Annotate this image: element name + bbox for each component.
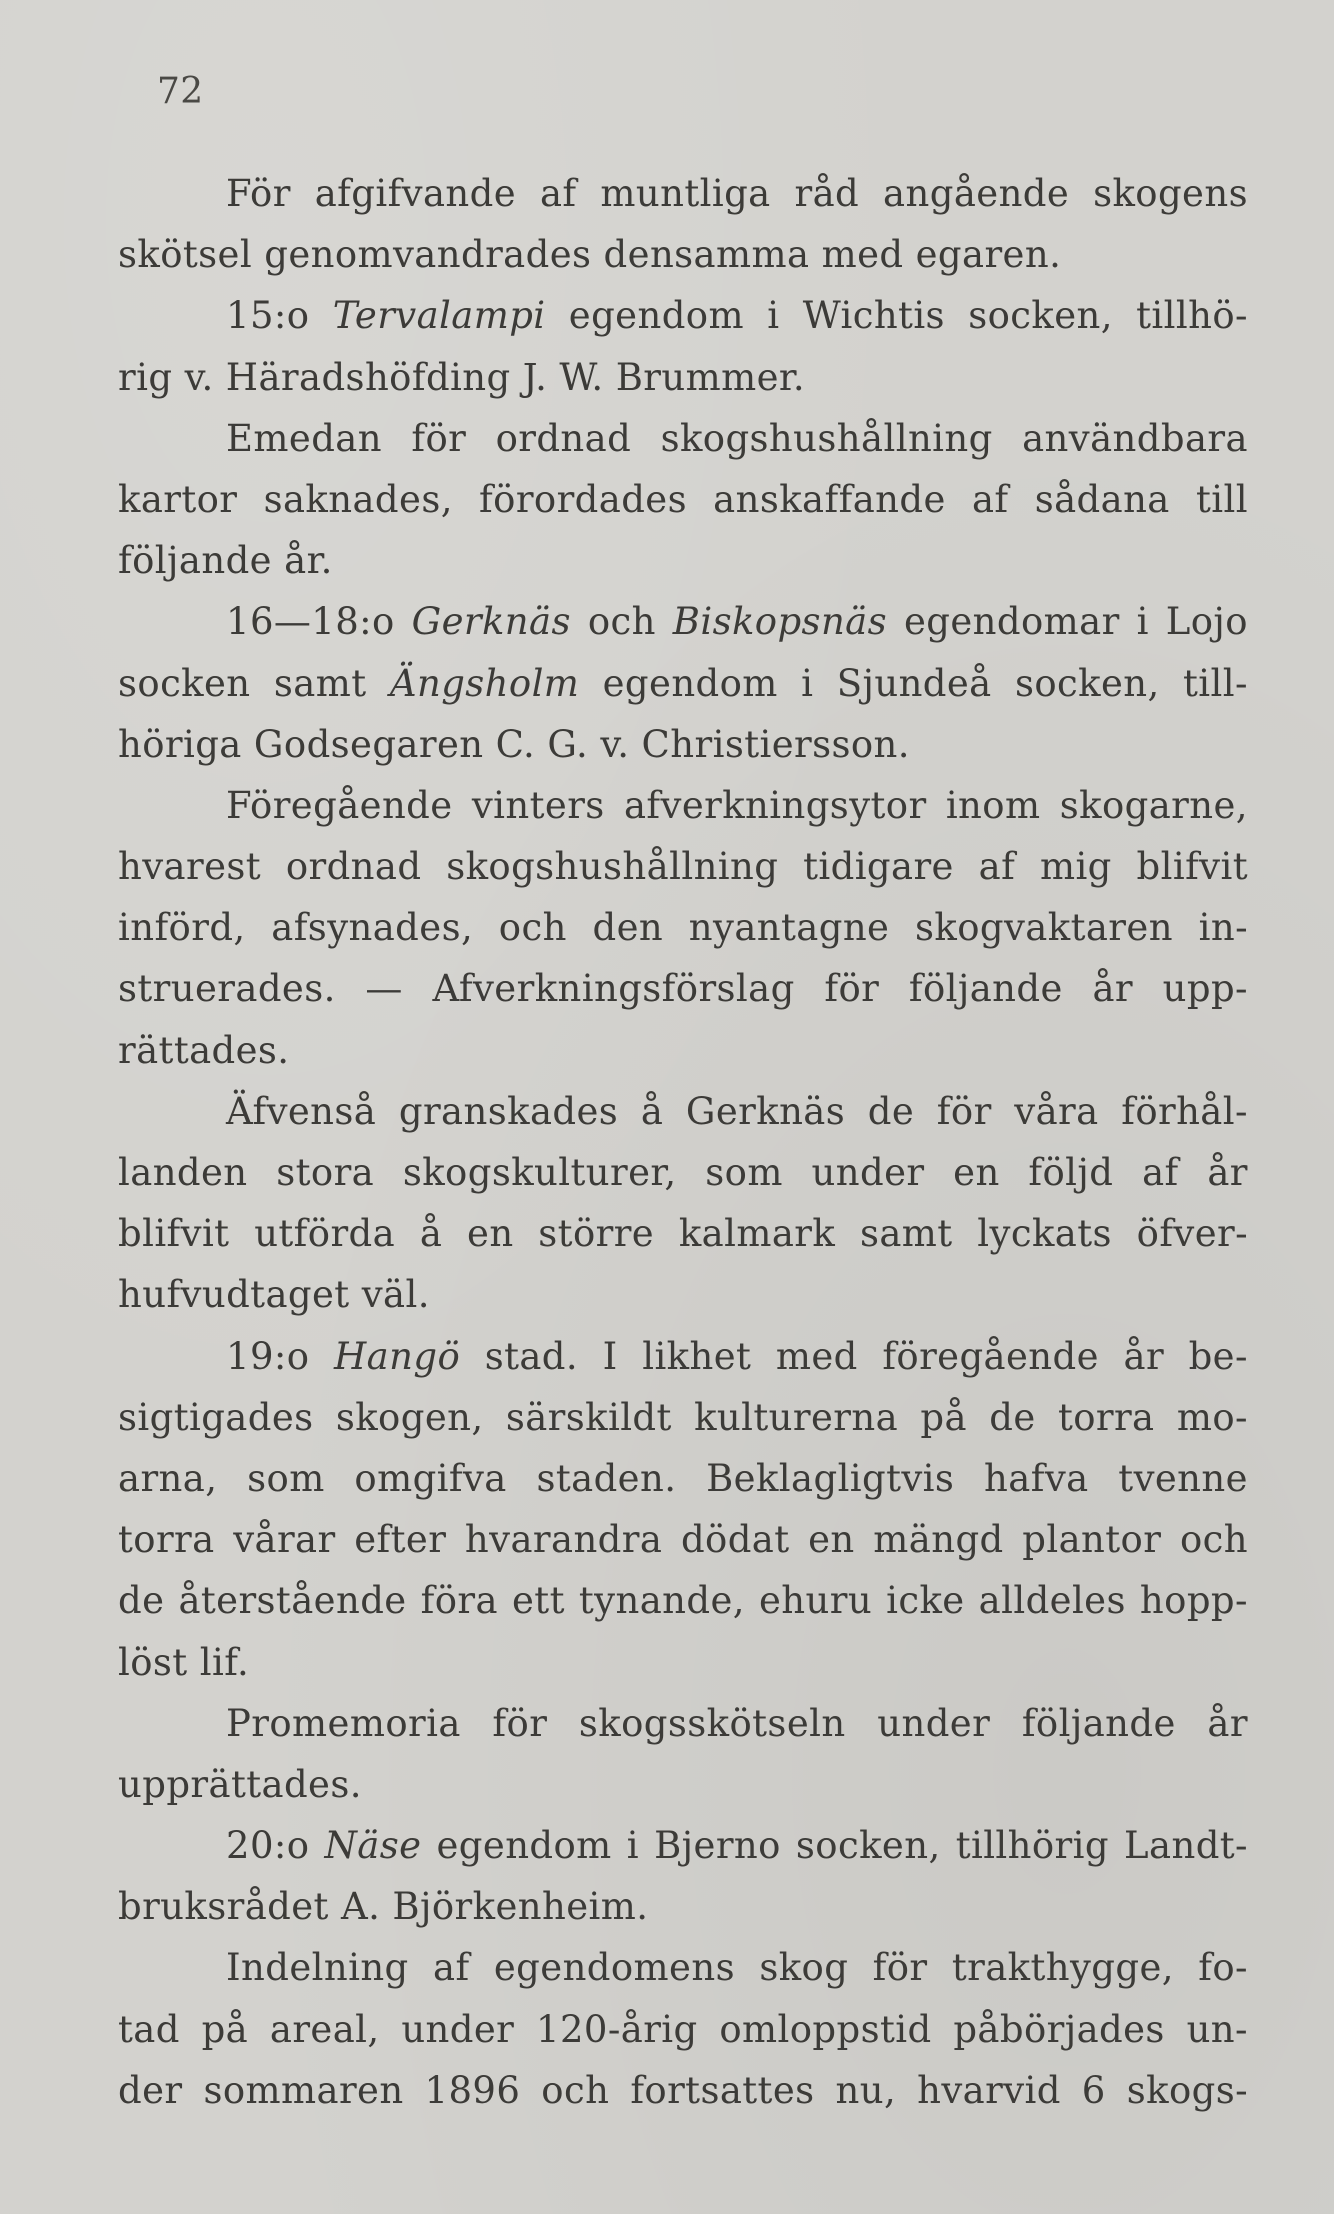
text-line: 16—18:o Gerknäs och Biskopsnäs egendomar i Lojo	[118, 591, 1248, 652]
text-segment: följande år.	[118, 539, 333, 583]
text-line: der sommaren 1896 och fortsattes nu, hvarvid 6 skogs-	[118, 2068, 1248, 2112]
text-line	[118, 1264, 1248, 1325]
text-line: Föregående vinters afverkningsytor inom skogarne,	[226, 783, 1248, 827]
text-line: Promemoria för skogsskötseln under följande år	[226, 1701, 1248, 1745]
text-line: 15:o Tervalampi egendom i Wichtis socken, tillhö-	[118, 285, 1248, 346]
text-segment: och	[587, 600, 656, 644]
text-line	[118, 530, 1248, 591]
text-segment: hufvudtaget väl.	[118, 1273, 430, 1317]
text-line	[118, 714, 1248, 775]
text-line: blifvit utförda å en större kalmark samt lyckats öfver-	[118, 1212, 1248, 1256]
text-segment: rig v. Häradshöfding J. W. Brummer.	[118, 355, 806, 399]
text-segment: rättades.	[118, 1028, 290, 1072]
text-line: struerades. — Afverkningsförslag för följande år upp-	[118, 967, 1248, 1011]
text-segment: skötsel genomvandrades densamma med egaren.	[118, 233, 1062, 277]
italic-place-name: Biskopsnäs	[672, 600, 888, 644]
text-segment: löst lif.	[118, 1640, 250, 1684]
text-segment: 19:o	[226, 1334, 310, 1378]
text-line: arna, som omgifva staden. Beklagligtvis hafva tvenne	[118, 1456, 1248, 1500]
text-line	[118, 1020, 1248, 1081]
text-segment: höriga Godsegaren C. G. v. Christiersson.	[118, 722, 910, 766]
text-line	[118, 224, 1248, 285]
text-line: socken samt Ängsholm egendom i Sjundeå socken, till-	[118, 653, 1248, 714]
text-line: 20:o Näse egendom i Bjerno socken, tillhörig Landt-	[118, 1815, 1248, 1876]
italic-place-name: Gerknäs	[411, 600, 571, 644]
text-line: kartor saknades, förordades anskaffande af sådana till	[118, 477, 1248, 521]
italic-place-name: Hangö	[334, 1334, 461, 1378]
text-line: Emedan för ordnad skogshushållning användbara	[226, 416, 1248, 460]
text-line: För afgifvande af muntliga råd angående skogens	[226, 172, 1248, 215]
text-segment: 20:o	[226, 1824, 310, 1868]
text-line: landen stora skogskulturer, som under en följd af år	[118, 1151, 1248, 1194]
text-line	[118, 1632, 1248, 1693]
text-segment: bruksrådet A. Björkenheim.	[118, 1885, 649, 1929]
text-line: 19:o Hangö stad. I likhet med föregående år be-	[118, 1326, 1248, 1387]
page-number: 72	[157, 71, 204, 112]
text-line: de återstående föra ett tynande, ehuru icke alldeles hopp-	[118, 1579, 1248, 1623]
text-line: hvarest ordnad skogshushållning tidigare af mig blifvit	[118, 845, 1248, 889]
italic-place-name: Näse	[324, 1824, 422, 1868]
text-segment: 16—18:o	[226, 600, 395, 644]
text-line: sigtigades skogen, särskildt kulturerna på de torra mo-	[118, 1395, 1248, 1439]
text-line	[118, 1754, 1248, 1815]
text-segment: upprättades.	[118, 1762, 362, 1806]
italic-place-name: Tervalampi	[332, 294, 546, 338]
body-text	[118, 163, 1248, 2121]
text-line: införd, afsynades, och den nyantagne skogvaktaren in-	[118, 906, 1248, 950]
text-line	[118, 347, 1248, 408]
text-line	[118, 1876, 1248, 1937]
text-line: torra vårar efter hvarandra dödat en mängd plantor och	[118, 1518, 1248, 1562]
text-line: Äfvenså granskades å Gerknäs de för våra förhål-	[226, 1089, 1248, 1133]
text-line: tad på areal, under 120-årig omloppstid påbörjades un-	[118, 2007, 1248, 2051]
text-line: Indelning af egendomens skog för trakthygge, fo-	[226, 1946, 1248, 1990]
text-segment: 15:o	[226, 294, 310, 338]
italic-place-name: Ängsholm	[389, 661, 580, 705]
